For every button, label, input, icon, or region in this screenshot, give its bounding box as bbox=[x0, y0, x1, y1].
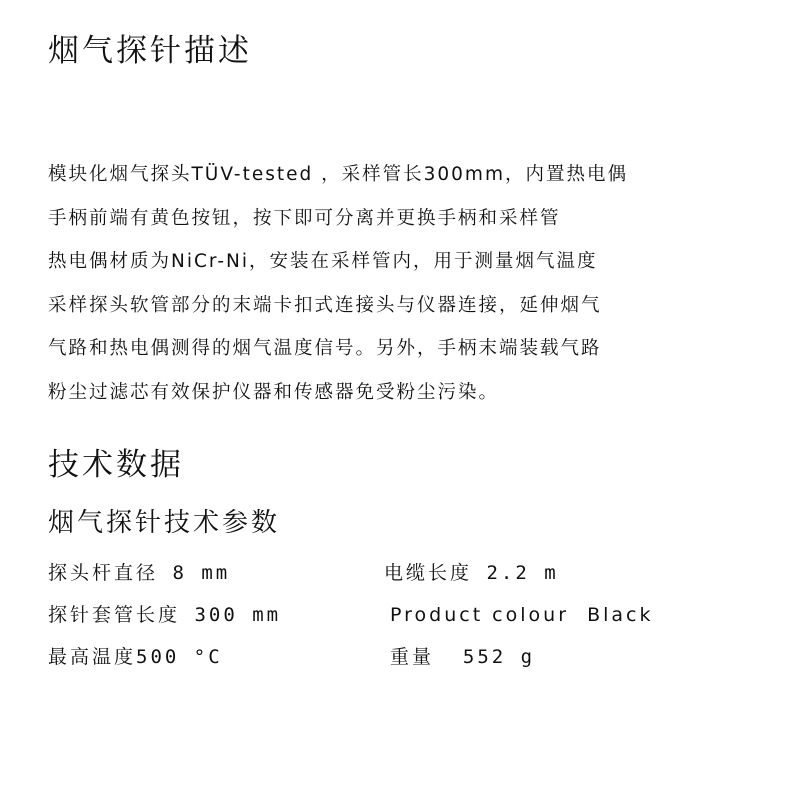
description-line: 采样探头软管部分的末端卡扣式连接头与仪器连接，延伸烟气 bbox=[48, 294, 602, 316]
spec-weight bbox=[390, 648, 535, 667]
spec-label: 探头杆直径 bbox=[48, 562, 159, 584]
description-line: 气路和热电偶测得的烟气温度信号。另外，手柄末端装载气路 bbox=[48, 338, 602, 359]
spec-sleeve-length bbox=[48, 606, 281, 625]
params-subheading: 烟气探针技术参数 bbox=[48, 508, 281, 538]
description-heading: 烟气探针描述 bbox=[48, 33, 252, 69]
spec-label: 最高温度 bbox=[48, 646, 137, 668]
spec-probe-diameter bbox=[48, 564, 230, 583]
description-line: 模块化烟气探头TÜV-tested ，采样管长300mm，内置热电偶 bbox=[48, 164, 628, 185]
spec-label: 电缆长度 bbox=[384, 562, 473, 584]
spec-value: Black bbox=[569, 604, 654, 626]
spec-value: 552 g bbox=[434, 646, 536, 668]
spec-label: 重量 bbox=[390, 646, 435, 668]
description-line: 手柄前端有黄色按钮，按下即可分离并更换手柄和采样管 bbox=[48, 207, 561, 229]
spec-value: 300 mm bbox=[180, 604, 282, 626]
spec-label: Product colour bbox=[390, 604, 570, 626]
description-line: 热电偶材质为NiCr-Ni，安装在采样管内，用于测量烟气温度 bbox=[48, 251, 598, 272]
description-line: 粉尘过滤芯有效保护仪器和传感器免受粉尘污染。 bbox=[48, 381, 500, 403]
spec-max-temperature bbox=[48, 648, 223, 667]
spec-value: 8 mm bbox=[158, 562, 231, 584]
description-paragraph bbox=[48, 153, 778, 414]
spec-label: 探针套管长度 bbox=[48, 604, 181, 626]
spec-value: 500 °C bbox=[136, 646, 223, 668]
spec-value: 2.2 m bbox=[472, 562, 559, 584]
spec-cable-length bbox=[384, 564, 559, 583]
spec-product-colour bbox=[390, 606, 654, 625]
tech-data-heading: 技术数据 bbox=[48, 447, 184, 483]
